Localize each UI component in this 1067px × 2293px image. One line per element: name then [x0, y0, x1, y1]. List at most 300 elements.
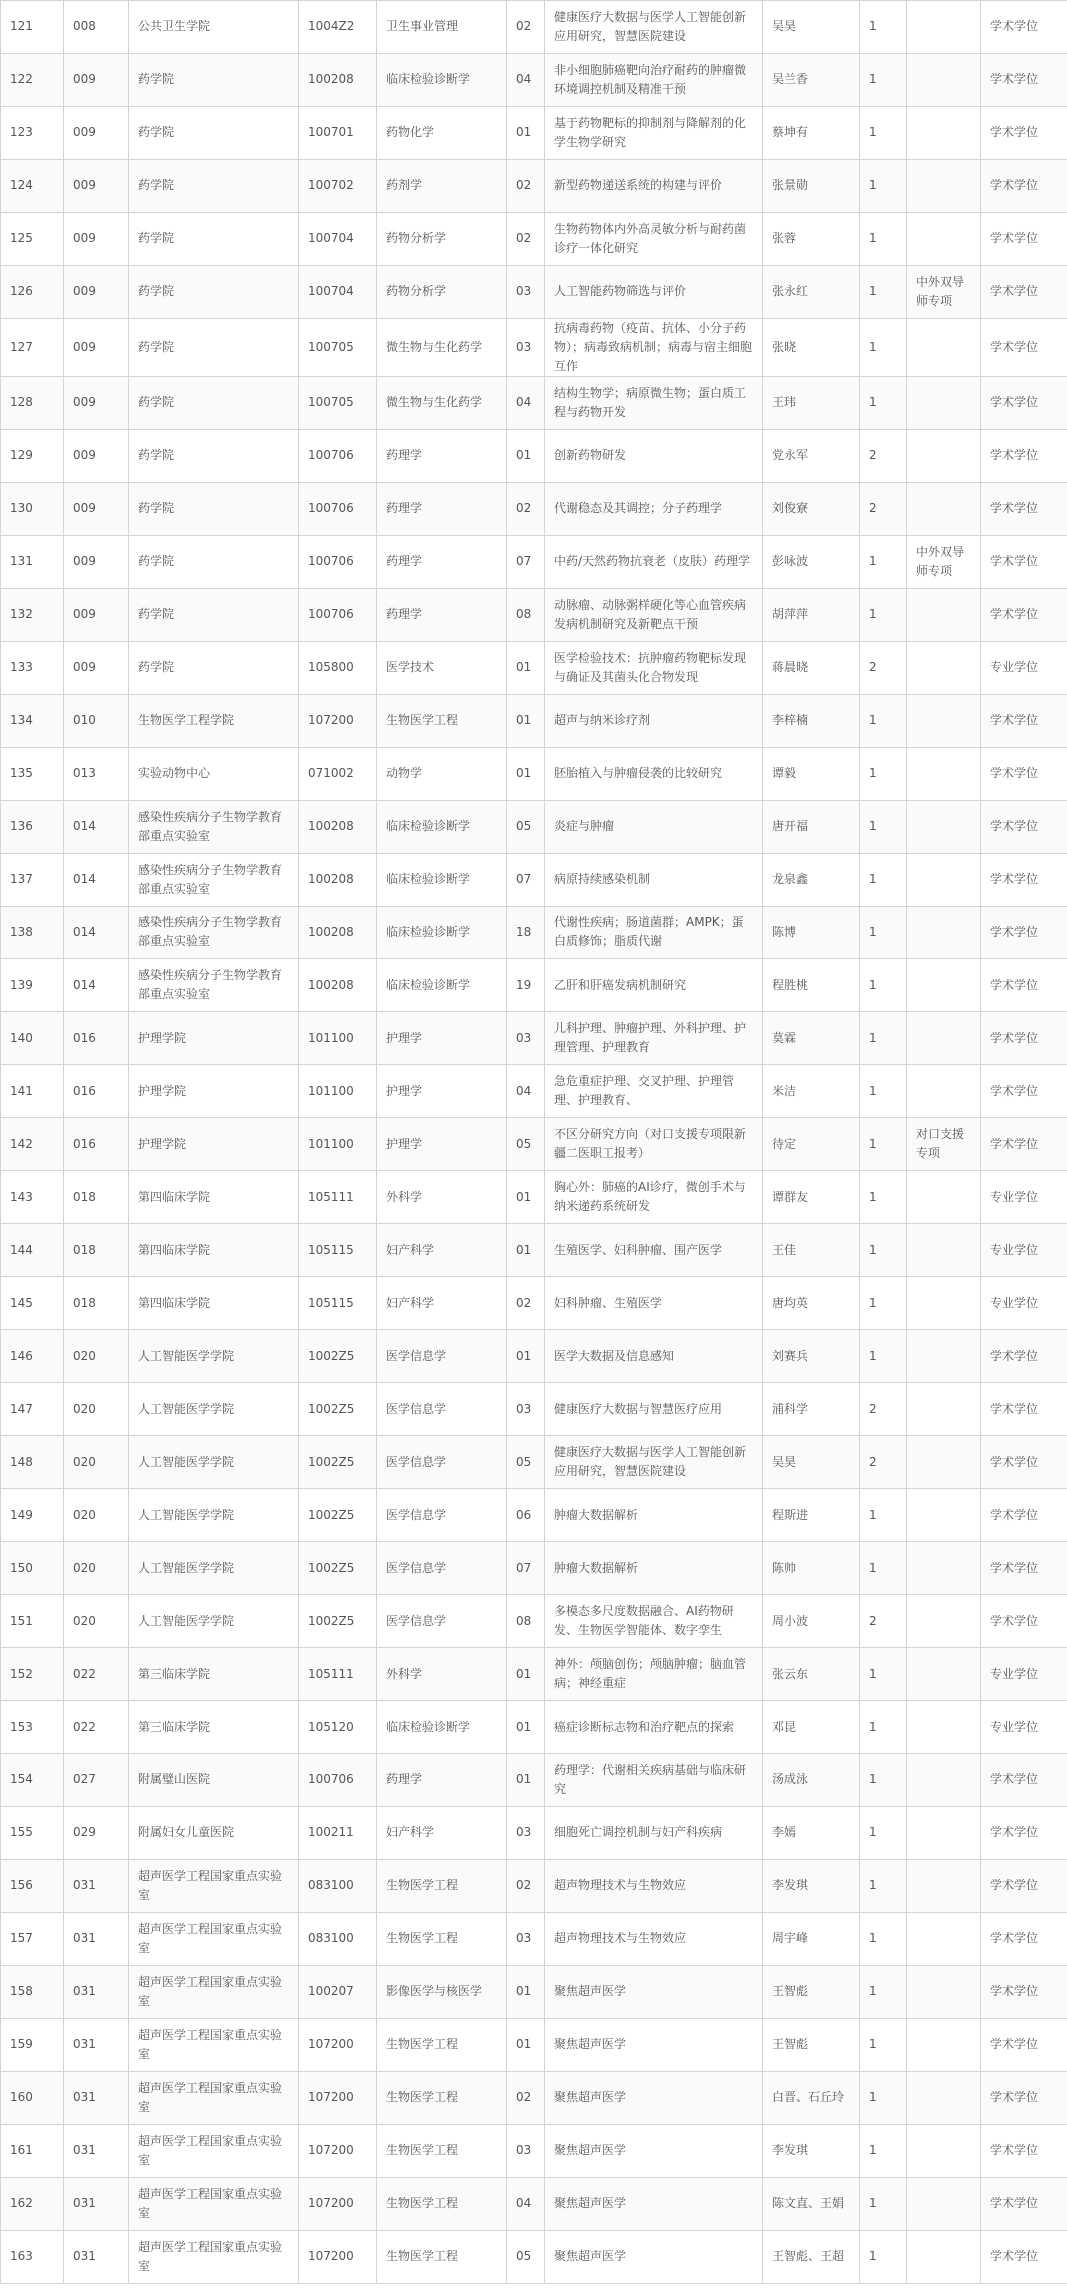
table-row: [1, 1701, 1067, 1754]
special-program-cell: [907, 1171, 981, 1224]
major-code-cell: 105115: [299, 1224, 377, 1277]
direction-code-cell: 19: [507, 959, 545, 1012]
table-row: [1, 159, 1067, 212]
unit-code-cell: 013: [64, 747, 129, 800]
table-row: [1, 429, 1067, 482]
direction-code-cell: 01: [507, 1754, 545, 1807]
research-direction-cell: 不区分研究方向（对口支援专项限新疆二医职工报考）: [545, 1118, 763, 1171]
direction-code-cell: 03: [507, 1912, 545, 1965]
row-number-cell: 158: [1, 1965, 64, 2018]
degree-type-cell: 学术学位: [981, 800, 1067, 853]
degree-type-cell: 学术学位: [981, 106, 1067, 159]
research-direction-cell: 多模态多尺度数据融合、AI药物研发、生物医学智能体、数字孪生: [545, 1595, 763, 1648]
special-program-cell: [907, 588, 981, 641]
special-program-cell: [907, 1701, 981, 1754]
direction-code-cell: 03: [507, 1383, 545, 1436]
supervisor-cell: 莫霖: [763, 1012, 860, 1065]
unit-name-cell: 第四临床学院: [129, 1224, 299, 1277]
direction-code-cell: 05: [507, 2230, 545, 2283]
unit-code-cell: 009: [64, 535, 129, 588]
unit-name-cell: 感染性疾病分子生物学教育部重点实验室: [129, 853, 299, 906]
unit-code-cell: 020: [64, 1330, 129, 1383]
degree-type-cell: 学术学位: [981, 588, 1067, 641]
major-code-cell: 100706: [299, 1754, 377, 1807]
major-name-cell: 医学技术: [377, 641, 507, 694]
special-program-cell: [907, 2124, 981, 2177]
row-number-cell: 161: [1, 2124, 64, 2177]
major-name-cell: 妇产科学: [377, 1224, 507, 1277]
supervisor-cell: 李梓楠: [763, 694, 860, 747]
unit-name-cell: 药学院: [129, 265, 299, 318]
unit-code-cell: 031: [64, 1965, 129, 2018]
unit-name-cell: 人工智能医学学院: [129, 1542, 299, 1595]
supervisor-cell: 汤成泳: [763, 1754, 860, 1807]
quota-cell: 1: [860, 1277, 907, 1330]
degree-type-cell: 学术学位: [981, 1, 1067, 54]
row-number-cell: 151: [1, 1595, 64, 1648]
special-program-cell: [907, 1012, 981, 1065]
major-name-cell: 护理学: [377, 1065, 507, 1118]
quota-cell: 1: [860, 159, 907, 212]
major-name-cell: 医学信息学: [377, 1595, 507, 1648]
research-direction-cell: 医学检验技术：抗肿瘤药物靶标发现与确证及其菌头化合物发现: [545, 641, 763, 694]
table-row: [1, 959, 1067, 1012]
supervisor-cell: 彭咏波: [763, 535, 860, 588]
major-name-cell: 临床检验诊断学: [377, 906, 507, 959]
major-name-cell: 护理学: [377, 1118, 507, 1171]
degree-type-cell: 学术学位: [981, 1912, 1067, 1965]
major-name-cell: 药理学: [377, 482, 507, 535]
unit-name-cell: 超声医学工程国家重点实验室: [129, 2071, 299, 2124]
row-number-cell: 150: [1, 1542, 64, 1595]
unit-name-cell: 人工智能医学学院: [129, 1330, 299, 1383]
table-row: [1, 1118, 1067, 1171]
research-direction-cell: 胸心外：肺癌的AI诊疗，微创手术与纳米递药系统研发: [545, 1171, 763, 1224]
major-name-cell: 医学信息学: [377, 1330, 507, 1383]
quota-cell: 1: [860, 959, 907, 1012]
major-code-cell: 1002Z5: [299, 1542, 377, 1595]
row-number-cell: 140: [1, 1012, 64, 1065]
quota-cell: 1: [860, 535, 907, 588]
unit-name-cell: 护理学院: [129, 1012, 299, 1065]
major-name-cell: 动物学: [377, 747, 507, 800]
direction-code-cell: 07: [507, 853, 545, 906]
row-number-cell: 131: [1, 535, 64, 588]
research-direction-cell: 神外：颅脑创伤；颅脑肿瘤；脑血管病；神经重症: [545, 1648, 763, 1701]
direction-code-cell: 02: [507, 1859, 545, 1912]
major-code-cell: 100706: [299, 535, 377, 588]
research-direction-cell: 妇科肿瘤、生殖医学: [545, 1277, 763, 1330]
row-number-cell: 137: [1, 853, 64, 906]
special-program-cell: [907, 106, 981, 159]
major-code-cell: 100706: [299, 429, 377, 482]
table-row: [1, 1542, 1067, 1595]
special-program-cell: [907, 212, 981, 265]
research-direction-cell: 生物药物体内外高灵敏分析与耐药菌诊疗一体化研究: [545, 212, 763, 265]
major-code-cell: 100208: [299, 906, 377, 959]
unit-code-cell: 031: [64, 1859, 129, 1912]
degree-type-cell: 学术学位: [981, 1489, 1067, 1542]
major-name-cell: 生物医学工程: [377, 2230, 507, 2283]
supervisor-cell: 吴昊: [763, 1436, 860, 1489]
major-name-cell: 医学信息学: [377, 1542, 507, 1595]
unit-code-cell: 009: [64, 641, 129, 694]
row-number-cell: 154: [1, 1754, 64, 1807]
quota-cell: 1: [860, 906, 907, 959]
major-name-cell: 生物医学工程: [377, 1859, 507, 1912]
row-number-cell: 145: [1, 1277, 64, 1330]
supervisor-cell: 龙泉鑫: [763, 853, 860, 906]
table-row: [1, 800, 1067, 853]
research-direction-cell: 代谢稳态及其调控；分子药理学: [545, 482, 763, 535]
major-name-cell: 护理学: [377, 1012, 507, 1065]
degree-type-cell: 专业学位: [981, 1171, 1067, 1224]
table-row: [1, 1277, 1067, 1330]
quota-cell: 1: [860, 1542, 907, 1595]
major-name-cell: 药物分析学: [377, 265, 507, 318]
quota-cell: 2: [860, 1595, 907, 1648]
supervisor-cell: 张景勋: [763, 159, 860, 212]
direction-code-cell: 05: [507, 1436, 545, 1489]
table-row: [1, 1648, 1067, 1701]
special-program-cell: [907, 1383, 981, 1436]
special-program-cell: [907, 1806, 981, 1859]
table-row: [1, 265, 1067, 318]
table-row: [1, 588, 1067, 641]
research-direction-cell: 病原持续感染机制: [545, 853, 763, 906]
unit-name-cell: 药学院: [129, 106, 299, 159]
major-code-cell: 100704: [299, 265, 377, 318]
major-name-cell: 临床检验诊断学: [377, 1701, 507, 1754]
row-number-cell: 143: [1, 1171, 64, 1224]
major-name-cell: 生物医学工程: [377, 1912, 507, 1965]
major-code-cell: 107200: [299, 694, 377, 747]
special-program-cell: [907, 376, 981, 429]
direction-code-cell: 01: [507, 1330, 545, 1383]
degree-type-cell: 学术学位: [981, 2071, 1067, 2124]
unit-name-cell: 感染性疾病分子生物学教育部重点实验室: [129, 959, 299, 1012]
quota-cell: 1: [860, 265, 907, 318]
degree-type-cell: 学术学位: [981, 1065, 1067, 1118]
quota-cell: 1: [860, 1648, 907, 1701]
research-direction-cell: 胚胎植入与肿瘤侵袭的比较研究: [545, 747, 763, 800]
major-code-cell: 100706: [299, 588, 377, 641]
degree-type-cell: 学术学位: [981, 1806, 1067, 1859]
supervisor-cell: 周小波: [763, 1595, 860, 1648]
table-row: [1, 53, 1067, 106]
table-row: [1, 1912, 1067, 1965]
unit-code-cell: 009: [64, 318, 129, 376]
research-direction-cell: 健康医疗大数据与医学人工智能创新应用研究，智慧医院建设: [545, 1, 763, 54]
quota-cell: 1: [860, 1171, 907, 1224]
table-row: [1, 641, 1067, 694]
quota-cell: 1: [860, 1965, 907, 2018]
unit-code-cell: 010: [64, 694, 129, 747]
degree-type-cell: 学术学位: [981, 1859, 1067, 1912]
special-program-cell: 中外双导师专项: [907, 535, 981, 588]
degree-type-cell: 学术学位: [981, 53, 1067, 106]
major-code-cell: 100211: [299, 1806, 377, 1859]
row-number-cell: 160: [1, 2071, 64, 2124]
unit-code-cell: 020: [64, 1489, 129, 1542]
major-name-cell: 药物分析学: [377, 212, 507, 265]
major-code-cell: 100208: [299, 959, 377, 1012]
special-program-cell: [907, 1489, 981, 1542]
research-direction-cell: 结构生物学；病原微生物；蛋白质工程与药物开发: [545, 376, 763, 429]
unit-name-cell: 第四临床学院: [129, 1277, 299, 1330]
direction-code-cell: 06: [507, 1489, 545, 1542]
direction-code-cell: 05: [507, 1118, 545, 1171]
major-code-cell: 101100: [299, 1118, 377, 1171]
table-row: [1, 106, 1067, 159]
research-direction-cell: 健康医疗大数据与智慧医疗应用: [545, 1383, 763, 1436]
unit-name-cell: 超声医学工程国家重点实验室: [129, 1912, 299, 1965]
direction-code-cell: 08: [507, 1595, 545, 1648]
special-program-cell: [907, 1, 981, 54]
degree-type-cell: 学术学位: [981, 694, 1067, 747]
supervisor-cell: 米洁: [763, 1065, 860, 1118]
special-program-cell: [907, 747, 981, 800]
degree-type-cell: 学术学位: [981, 2018, 1067, 2071]
special-program-cell: [907, 1436, 981, 1489]
research-direction-cell: 急危重症护理、交叉护理、护理管理、护理教育、: [545, 1065, 763, 1118]
special-program-cell: [907, 1859, 981, 1912]
direction-code-cell: 07: [507, 535, 545, 588]
major-name-cell: 生物医学工程: [377, 2018, 507, 2071]
quota-cell: 2: [860, 1383, 907, 1436]
unit-name-cell: 药学院: [129, 641, 299, 694]
supervisor-cell: 程胜桃: [763, 959, 860, 1012]
direction-code-cell: 04: [507, 53, 545, 106]
row-number-cell: 130: [1, 482, 64, 535]
supervisor-cell: 吴兰香: [763, 53, 860, 106]
research-direction-cell: 聚焦超声医学: [545, 2230, 763, 2283]
major-code-cell: 105115: [299, 1277, 377, 1330]
special-program-cell: [907, 1277, 981, 1330]
supervisor-cell: 蔡坤有: [763, 106, 860, 159]
table-row: [1, 853, 1067, 906]
major-name-cell: 医学信息学: [377, 1383, 507, 1436]
quota-cell: 1: [860, 747, 907, 800]
supervisor-cell: 李嫣: [763, 1806, 860, 1859]
major-code-cell: 105111: [299, 1648, 377, 1701]
table-row: [1, 694, 1067, 747]
quota-cell: 1: [860, 588, 907, 641]
degree-type-cell: 学术学位: [981, 535, 1067, 588]
major-name-cell: 药物化学: [377, 106, 507, 159]
research-direction-cell: 肿瘤大数据解析: [545, 1542, 763, 1595]
research-direction-cell: 创新药物研发: [545, 429, 763, 482]
unit-code-cell: 031: [64, 2177, 129, 2230]
special-program-cell: [907, 2018, 981, 2071]
major-code-cell: 105111: [299, 1171, 377, 1224]
quota-cell: 1: [860, 800, 907, 853]
research-direction-cell: 超声与纳米诊疗剂: [545, 694, 763, 747]
unit-code-cell: 020: [64, 1436, 129, 1489]
degree-type-cell: 学术学位: [981, 1118, 1067, 1171]
supervisor-cell: 张晓: [763, 318, 860, 376]
quota-cell: 1: [860, 53, 907, 106]
table-row: [1, 1, 1067, 54]
table-row: [1, 1383, 1067, 1436]
row-number-cell: 144: [1, 1224, 64, 1277]
table-row: [1, 2124, 1067, 2177]
quota-cell: 1: [860, 106, 907, 159]
direction-code-cell: 02: [507, 212, 545, 265]
special-program-cell: [907, 906, 981, 959]
table-row: [1, 482, 1067, 535]
major-code-cell: 100702: [299, 159, 377, 212]
degree-type-cell: 学术学位: [981, 482, 1067, 535]
special-program-cell: [907, 1224, 981, 1277]
row-number-cell: 121: [1, 1, 64, 54]
unit-name-cell: 超声医学工程国家重点实验室: [129, 1859, 299, 1912]
major-code-cell: 1002Z5: [299, 1595, 377, 1648]
research-direction-cell: 超声物理技术与生物效应: [545, 1912, 763, 1965]
table-row: [1, 535, 1067, 588]
special-program-cell: [907, 1595, 981, 1648]
degree-type-cell: 学术学位: [981, 1542, 1067, 1595]
quota-cell: 1: [860, 1012, 907, 1065]
unit-code-cell: 014: [64, 959, 129, 1012]
row-number-cell: 141: [1, 1065, 64, 1118]
major-name-cell: 药理学: [377, 535, 507, 588]
row-number-cell: 136: [1, 800, 64, 853]
row-number-cell: 124: [1, 159, 64, 212]
supervisor-cell: 刘俊寮: [763, 482, 860, 535]
quota-cell: 1: [860, 1754, 907, 1807]
unit-code-cell: 020: [64, 1383, 129, 1436]
major-code-cell: 1004Z2: [299, 1, 377, 54]
special-program-cell: [907, 694, 981, 747]
research-direction-cell: 癌症诊断标志物和治疗靶点的探索: [545, 1701, 763, 1754]
quota-cell: 1: [860, 1489, 907, 1542]
quota-cell: 2: [860, 1436, 907, 1489]
major-name-cell: 卫生事业管理: [377, 1, 507, 54]
degree-type-cell: 学术学位: [981, 2177, 1067, 2230]
table-row: [1, 376, 1067, 429]
special-program-cell: [907, 853, 981, 906]
unit-name-cell: 附属璧山医院: [129, 1754, 299, 1807]
unit-code-cell: 009: [64, 376, 129, 429]
direction-code-cell: 01: [507, 429, 545, 482]
research-direction-cell: 人工智能药物筛选与评价: [545, 265, 763, 318]
research-direction-cell: 细胞死亡调控机制与妇产科疾病: [545, 1806, 763, 1859]
table-row: [1, 1012, 1067, 1065]
unit-code-cell: 031: [64, 2018, 129, 2071]
supervisor-cell: 李发琪: [763, 2124, 860, 2177]
row-number-cell: 153: [1, 1701, 64, 1754]
direction-code-cell: 03: [507, 318, 545, 376]
major-name-cell: 微生物与生化药学: [377, 318, 507, 376]
direction-code-cell: 01: [507, 1965, 545, 2018]
major-name-cell: 药理学: [377, 588, 507, 641]
row-number-cell: 128: [1, 376, 64, 429]
quota-cell: 1: [860, 2177, 907, 2230]
degree-type-cell: 学术学位: [981, 1330, 1067, 1383]
unit-name-cell: 第三临床学院: [129, 1701, 299, 1754]
unit-name-cell: 护理学院: [129, 1065, 299, 1118]
research-direction-cell: 超声物理技术与生物效应: [545, 1859, 763, 1912]
special-program-cell: [907, 318, 981, 376]
supervisor-cell: 党永军: [763, 429, 860, 482]
quota-cell: 1: [860, 1118, 907, 1171]
unit-code-cell: 009: [64, 265, 129, 318]
research-direction-cell: 新型药物递送系统的构建与评价: [545, 159, 763, 212]
degree-type-cell: 学术学位: [981, 747, 1067, 800]
major-name-cell: 医学信息学: [377, 1489, 507, 1542]
research-direction-cell: 儿科护理、肿瘤护理、外科护理、护理管理、护理教育: [545, 1012, 763, 1065]
supervisor-cell: 邓昆: [763, 1701, 860, 1754]
special-program-cell: [907, 2177, 981, 2230]
supervisor-cell: 吴昊: [763, 1, 860, 54]
row-number-cell: 123: [1, 106, 64, 159]
degree-type-cell: 学术学位: [981, 1012, 1067, 1065]
table-row: [1, 2230, 1067, 2283]
research-direction-cell: 乙肝和肝癌发病机制研究: [545, 959, 763, 1012]
special-program-cell: [907, 482, 981, 535]
unit-name-cell: 感染性疾病分子生物学教育部重点实验室: [129, 800, 299, 853]
major-code-cell: 100705: [299, 318, 377, 376]
degree-type-cell: 学术学位: [981, 1595, 1067, 1648]
major-code-cell: 101100: [299, 1065, 377, 1118]
unit-name-cell: 药学院: [129, 535, 299, 588]
unit-code-cell: 016: [64, 1065, 129, 1118]
major-name-cell: 生物医学工程: [377, 2071, 507, 2124]
research-direction-cell: 动脉瘤、动脉粥样硬化等心血管疾病发病机制研究及新靶点干预: [545, 588, 763, 641]
degree-type-cell: 专业学位: [981, 1277, 1067, 1330]
row-number-cell: 149: [1, 1489, 64, 1542]
direction-code-cell: 02: [507, 1, 545, 54]
supervisor-cell: 王智彪: [763, 2018, 860, 2071]
row-number-cell: 127: [1, 318, 64, 376]
quota-cell: 1: [860, 2230, 907, 2283]
unit-code-cell: 009: [64, 429, 129, 482]
major-code-cell: 1002Z5: [299, 1436, 377, 1489]
table-body: [1, 1, 1067, 2284]
degree-type-cell: 专业学位: [981, 1224, 1067, 1277]
unit-code-cell: 031: [64, 2124, 129, 2177]
row-number-cell: 162: [1, 2177, 64, 2230]
direction-code-cell: 02: [507, 482, 545, 535]
quota-cell: 1: [860, 853, 907, 906]
research-direction-cell: 聚焦超声医学: [545, 2071, 763, 2124]
row-number-cell: 152: [1, 1648, 64, 1701]
supervisor-cell: 王智彪: [763, 1965, 860, 2018]
special-program-cell: [907, 1965, 981, 2018]
table-row: [1, 1065, 1067, 1118]
unit-name-cell: 实验动物中心: [129, 747, 299, 800]
supervisor-cell: 陈博: [763, 906, 860, 959]
major-code-cell: 100208: [299, 800, 377, 853]
unit-code-cell: 014: [64, 800, 129, 853]
major-name-cell: 临床检验诊断学: [377, 53, 507, 106]
major-name-cell: 妇产科学: [377, 1277, 507, 1330]
supervisor-cell: 王佳: [763, 1224, 860, 1277]
special-program-cell: [907, 1648, 981, 1701]
unit-code-cell: 018: [64, 1224, 129, 1277]
unit-name-cell: 药学院: [129, 159, 299, 212]
supervisor-cell: 蒋晨晓: [763, 641, 860, 694]
degree-type-cell: 学术学位: [981, 318, 1067, 376]
special-program-cell: [907, 53, 981, 106]
row-number-cell: 147: [1, 1383, 64, 1436]
unit-code-cell: 031: [64, 1912, 129, 1965]
degree-type-cell: 学术学位: [981, 376, 1067, 429]
direction-code-cell: 04: [507, 1065, 545, 1118]
unit-name-cell: 第四临床学院: [129, 1171, 299, 1224]
special-program-cell: [907, 159, 981, 212]
